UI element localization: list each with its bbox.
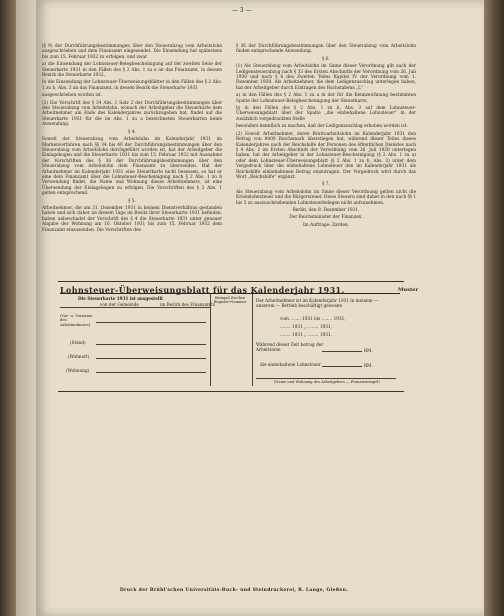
form-fill-line <box>256 378 396 379</box>
form-tax-label: die einbehaltene Lohnsteuer <box>260 362 321 367</box>
previous-page-edge <box>16 0 36 616</box>
form-tax-currency: RM. <box>364 363 373 368</box>
form-fill-line <box>96 344 206 345</box>
signature-place-date: Berlin, den 9. Dezember 1931. <box>292 207 360 213</box>
paragraph: § 36 der Durchführungsbestimmungen über den Steuerabzug vom Arbeitslohn finden entsprechende Anwendung. <box>236 44 416 55</box>
paragraph: (2) Soweit Arbeitnehmer, deren Bruttoarbeitslohn im Kalenderjahr 1931 den Betrag von 8400 Reichsmark überstiegen hat, während dieser Teiles dieses Kalenderjahres nach der Reichshilfe der Personen des öffentlichen Dienstes nach § 4 Abs. 2 im Ersten Abschnitt der Verordnung vom 26. Juli 1930 unterlegen haben, hat der Arbeitgeber in der Lohnsteuer-Bescheinigung (§ 2 Abs. 1 zu a) oder dem Lohnsteuer-Überweisungsblatt (§ 2 Abs. 1 zu b, Abs. 3) unter dem Vorgedruck über die einbehaltene Lohnsteuer den im Kalenderjahr 1931 als Reichshilfe einbehaltenen Betrag einzutragen. Der Vorgedruck wird durch das Wort „Reichshilfe“ ergänzt. <box>236 131 416 180</box>
form-row-status-label: (Stand) <box>70 340 86 345</box>
form-divider <box>252 294 253 386</box>
signature-authority: Der Reichsminister der Finanzen. <box>289 215 363 221</box>
section-heading: § 5. <box>128 198 136 204</box>
form-period-3: ........ 1931 ,, ........ 1931. <box>280 332 332 337</box>
signature-by-order: Im Auftrage: Zarden. <box>302 222 350 228</box>
right-text-column <box>236 44 416 276</box>
section-heading: § 4. <box>128 129 136 135</box>
paragraph: a) in den Fällen des § 2 Abs. 1 zu a in der für die Kennzeichnung bestimmten Spalte der Lohnsteuer-Belegbescheinigung der Steuerkarte, <box>236 93 416 104</box>
paragraph: b) in den Fällen des § 2 Abs. 1 zu b, Abs. 3 auf dem Lohnsteuer-Überweisungsblatt über der Spalte „die einbehaltene Lohnsteuer“ in der zusätzlich vorgedruckten Stelle <box>236 106 416 122</box>
page-number: — 3 — <box>232 7 252 14</box>
paragraph: a) die Einsendung der Lohnsteuer-Belegbescheinigung auf der zweiten Seite der Steuerkarte 1931 in den Fällen des § 2 Abs. 1 zu a an das Finanzamt, in dessen Bezirk die Steuerkarte 1932, <box>42 62 222 79</box>
form-subheader-tax-office: im Bezirk des Finanzamts <box>160 302 215 307</box>
form-muster-label: Muster <box>398 287 419 293</box>
left-text-column <box>42 44 222 276</box>
form-employment-intro: Der Arbeitnehmer ist im Kalenderjahr 1931 in meinem — unserem — Betrieb beschäftigt gewesen <box>256 298 379 309</box>
form-wage-label: Während dieser Zeit betrug der Arbeitslohn <box>256 342 324 352</box>
section-heading: § 7. <box>322 182 330 188</box>
form-period-1: vom ........ 1931 bis ........ 1931, <box>280 316 346 321</box>
page-stack-edge <box>484 0 504 616</box>
section-heading: § 6. <box>322 56 330 62</box>
form-employer-caption: (Name und Wohnung des Arbeitgebers — Firmenstempel) <box>274 380 380 384</box>
form-fill-line <box>322 351 362 352</box>
paragraph: Arbeitnehmer, die am 31. Dezember 1931 in keinem Dienstverhältnis gestanden haben und sich daher an diesem Tage im Besitz ihrer Steuerkarte 1931 befinden, haben unbeschadet der Vorschrift des § 4 die Steuerkarte 1931 unter genauer Angabe der Wohnung am 10. Oktober 1931 bis zum 15. Februar 1932 dem Finanzamt einzusenden. Die Vorschriften des <box>42 205 222 233</box>
paragraph: Als Steuerabzug vom Arbeitslohn im Sinne dieser Verordnung gelten nicht die Krisenlohnsteuer und die Bürgersteuer. Diese Steuern sind daher in den nach §§ 1 bis 5 zu auszuschreibenden Lohnsteuerbelegen nicht aufzunehmen. <box>236 189 416 206</box>
tax-transfer-form <box>60 293 400 386</box>
form-title: Lohnsteuer-Überweisungsblatt für das Kalenderjahr 1931. <box>60 285 345 295</box>
form-period-2: ........ 1931 ,, ........ 1931, <box>280 324 332 329</box>
form-wage-currency: RM. <box>364 348 373 353</box>
form-fill-line <box>322 366 362 367</box>
form-subheader-municipality: von der Gemeinde <box>100 302 139 307</box>
paragraph: b) die Einsendung der Lohnsteuer-Überweisungsblätter in den Fällen des § 2 Abs. 1 zu b, Abs. 3 an das Finanzamt, in dessen Bezirk die Steuerkarte 1931 <box>42 80 222 91</box>
form-left-header: Die Steuerkarte 1931 ist ausgestellt <box>78 296 163 301</box>
paragraph: ausgeschrieben worden ist. <box>42 93 103 99</box>
printer-imprint: Druck der Brühl'schen Universitäts-Buch- und Steindruckerei, R. Lange, Gießen. <box>119 588 349 593</box>
form-stamp-header: Stempel Zeichen Register-Nummer <box>213 296 247 304</box>
form-header-rule <box>60 307 210 308</box>
form-fill-line <box>96 322 206 323</box>
form-row-residence-label: (Wohnung) <box>66 368 90 373</box>
paragraph: besonders kenntlich zu machen, daß der Ledigenzuschlag erhoben worden ist. <box>236 124 408 130</box>
paragraph: (2) Die Vorschrift des § 34 Abs. 1 Satz 2 der Durchführungsbestimmungen über den Steuerabzug vom Arbeitslohn, wonach der Arbeitgeber die Steuerkarte dem Arbeitnehmer am Ende des Kalenderjahres zurückzugeben hat, findet auf die Steuerkarte 1931 für die im Abs. 1 zu a bezeichneten Steuerkarten keine Anwendung. <box>42 100 222 128</box>
paragraph: (1) Als Steuerabzug vom Arbeitslohn im Sinne dieser Verordnung gilt auch der Ledigensteuerabzug nach § 33 des Ersten Abschnitts der Verordnung vom 26. Juli 1930 und nach § 6 des Zweiten Teiles Kapitel IV der Verordnung vom 1. Dezember 1930. Als Arbeitnehmer, die dem Ledigenzuschlag unterlegen haben, hat der Arbeitgeber durch Eintragen des Buchstabens „L“ <box>236 64 416 91</box>
divider-line <box>58 281 404 282</box>
paragraph: (§ 9) der Durchführungsbestimmungen über den Steuerabzug vom Arbeitslohn ausgeschrieben und dem Finanzamt eingesendet. Die Einsendung hat spätestens bis zum 15. Februar 1932 zu erfolgen, und zwar <box>42 44 222 60</box>
form-row-name-label: (Vor- u. Vorname des Arbeitnehmers) <box>60 313 93 327</box>
form-row-town-label: (Wohnort) <box>68 354 90 359</box>
divider-line <box>58 391 404 392</box>
form-fill-line <box>96 372 206 373</box>
book-binding <box>0 0 16 616</box>
form-divider <box>210 294 211 386</box>
form-fill-line <box>96 358 206 359</box>
paragraph: Soweit der Steuerabzug vom Arbeitslohn im Kalenderjahr 1931 im Markenverfahren nach §§ 34 bis 40 der Durchführungsbestimmungen über den Steuerabzug vom Arbeitslohn durchgeführt worden ist, hat der Arbeitgeber die Einlagebogen und die Steuerkarte 1931 bis zum 15. Februar 1932 mit Ausnahme der Vorschriften des § 36 der Durchführungsbestimmungen über den Steuerabzug vom Arbeitslohn dem Finanzamt zu übersenden. Hat der Arbeitnehmer im Kalenderjahr 1931 eine Steuerkarte nicht besessen, so hat er eine dem Finanzamt über die Lohnsteuer-Bescheinigung nach § 2 Abs. 1 zu b Verwendung findet, die Name und Wohnung dieses Arbeitnehmers, ist eine Übersendung der Einlagebogen zu erfolgen. Die Vorschriften des § 2 Abs. 1 gelten entsprechend. <box>42 137 222 197</box>
